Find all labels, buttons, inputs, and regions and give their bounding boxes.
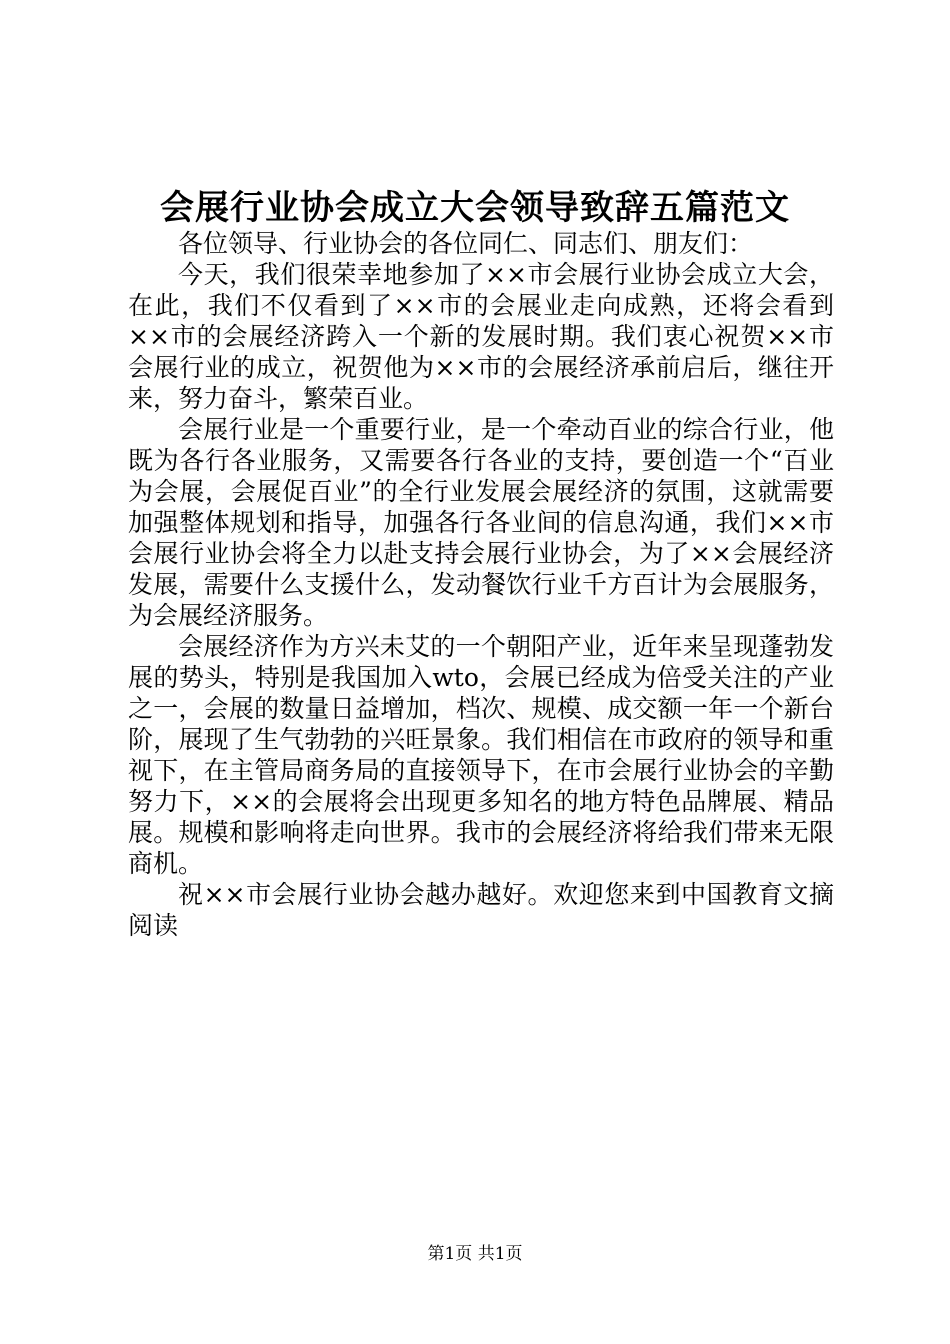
document-body (128, 228, 834, 941)
paragraph-salutation: 各位领导、行业协会的各位同仁、同志们、朋友们： (178, 229, 754, 258)
page-footer: 第1页 共1页 (427, 1244, 523, 1264)
paragraph-closing: 祝××市会展行业协会越办越好。欢迎您来到中国教育文摘阅读 (128, 880, 834, 940)
paragraph-2: 会展行业是一个重要行业，是一个牵动百业的综合行业，他既为各行各业服务，又需要各行各业的支持，要创造一个“百业为会展，会展促百业”的全行业发展会展经济的氛围，这就需要加强整体规划和指导，加强各行各业间的信息沟通，我们××市会展行业协会将全力以赴支持会展行业协会，为了××会展经济发展，需要什么支援什么，发动餐饮行业千方百计为会展服务，为会展经济服务。 (128, 415, 834, 630)
document-title: 会展行业协会成立大会领导致辞五篇范文 (160, 188, 790, 228)
paragraph-3: 会展经济作为方兴未艾的一个朝阳产业，近年来呈现蓬勃发展的势头，特别是我国加入wto，会展已经成为倍受关注的产业之一，会展的数量日益增加，档次、规模、成交额一年一个新台阶，展现了生气勃勃的兴旺景象。我们相信在市政府的领导和重视下，在主管局商务局的直接领导下，在市会展行业协会的辛勤努力下，××的会展将会出现更多知名的地方特色品牌展、精品展。规模和影响将走向世界。我市的会展经济将给我们带来无限商机。 (128, 632, 834, 878)
paragraph-1: 今天，我们很荣幸地参加了××市会展行业协会成立大会，在此，我们不仅看到了××市的会展业走向成熟，还将会看到××市的会展经济跨入一个新的发展时期。我们衷心祝贺××市会展行业的成立，祝贺他为××市的会展经济承前启后，继往开来，努力奋斗，繁荣百业。 (128, 260, 834, 413)
